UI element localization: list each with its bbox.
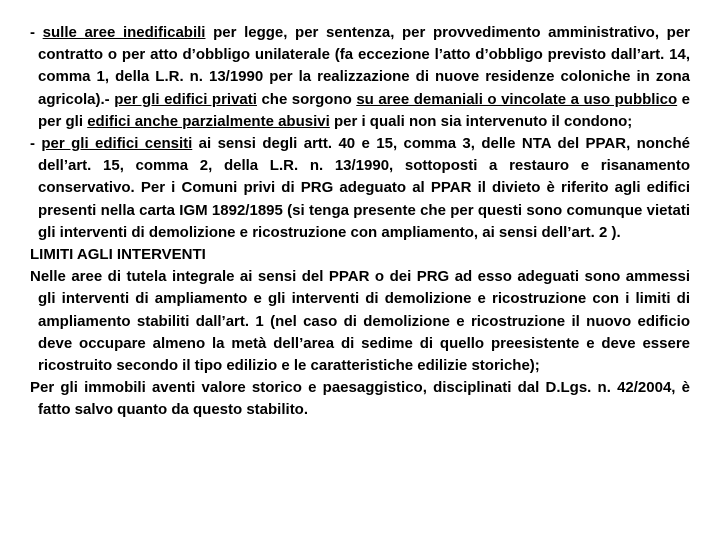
bullet-dash: - — [30, 135, 42, 153]
bullet-dash: - — [30, 24, 43, 41]
paragraph-text: e per gli — [38, 90, 690, 130]
underlined-aree-demaniali: su aree demaniali o vincolate a uso pubblico — [356, 90, 678, 108]
paragraph-tutela-integrale: Nelle aree di tutela integrale ai sensi del PPAR o dei PRG ad esso adeguati sono ammessi gli interventi di ampliamento e gli interventi di demolizione e ricostruzione con i limiti di ampliamento stabiliti dall’art. 1 (nel caso di demolizione e ricostruzione il nuovo edificio deve occupare almeno la metà dell’area di sedime di quello preesistente e deve essere ricostruito secondo il tipo edilizio e le caratteristiche edilizie storiche); — [30, 268, 690, 375]
paragraph-edifici-censiti — [30, 133, 690, 244]
paragraph-text: per legge, per sentenza, per provvedimento amministrativo, per contratto o per atto d’obbligo unilaterale (fa eccezione l’atto d’obbligo previsto dall’art. 14, comma 1, della L.R. n. 13/1990 per la realizzazione di nuove residenze coloniche in zona agricola).- — [38, 24, 690, 108]
section-heading: LIMITI AGLI INTERVENTI — [30, 246, 206, 264]
underlined-edifici-censiti: per gli edifici censiti — [41, 135, 193, 153]
paragraph-text: ai sensi degli artt. 40 e 15, comma 3, delle NTA del PPAR, nonché dell’art. 15, comma 2, della L.R. n. 13/1990, sottoposti a restauro e risanamento conservativo. Per i Comuni privi di PRG adeguato al PPAR il divieto è riferito agli edifici presenti nella carta IGM 1892/1895 (si tenga presente che per questi sono comunque vietati gli interventi di demolizione e ricostruzione con ampliamento, ai sensi dell’art. 2 ). — [38, 135, 690, 241]
document-body — [30, 22, 690, 422]
paragraph-text: per i quali non sia intervenuto il condono; — [329, 112, 633, 130]
paragraph-inedificabili — [30, 22, 690, 133]
underlined-edifici-privati: per gli edifici privati — [114, 90, 257, 108]
underlined-aree-inedificabili: sulle aree inedificabili — [42, 24, 206, 41]
paragraph-immobili-storici: Per gli immobili aventi valore storico e paesaggistico, disciplinati dal D.Lgs. n. 42/2004, è fatto salvo quanto da questo stabilito. — [30, 379, 690, 419]
underlined-edifici-abusivi: edifici anche parzialmente abusivi — [87, 112, 330, 130]
paragraph-text: che sorgono — [256, 90, 357, 108]
